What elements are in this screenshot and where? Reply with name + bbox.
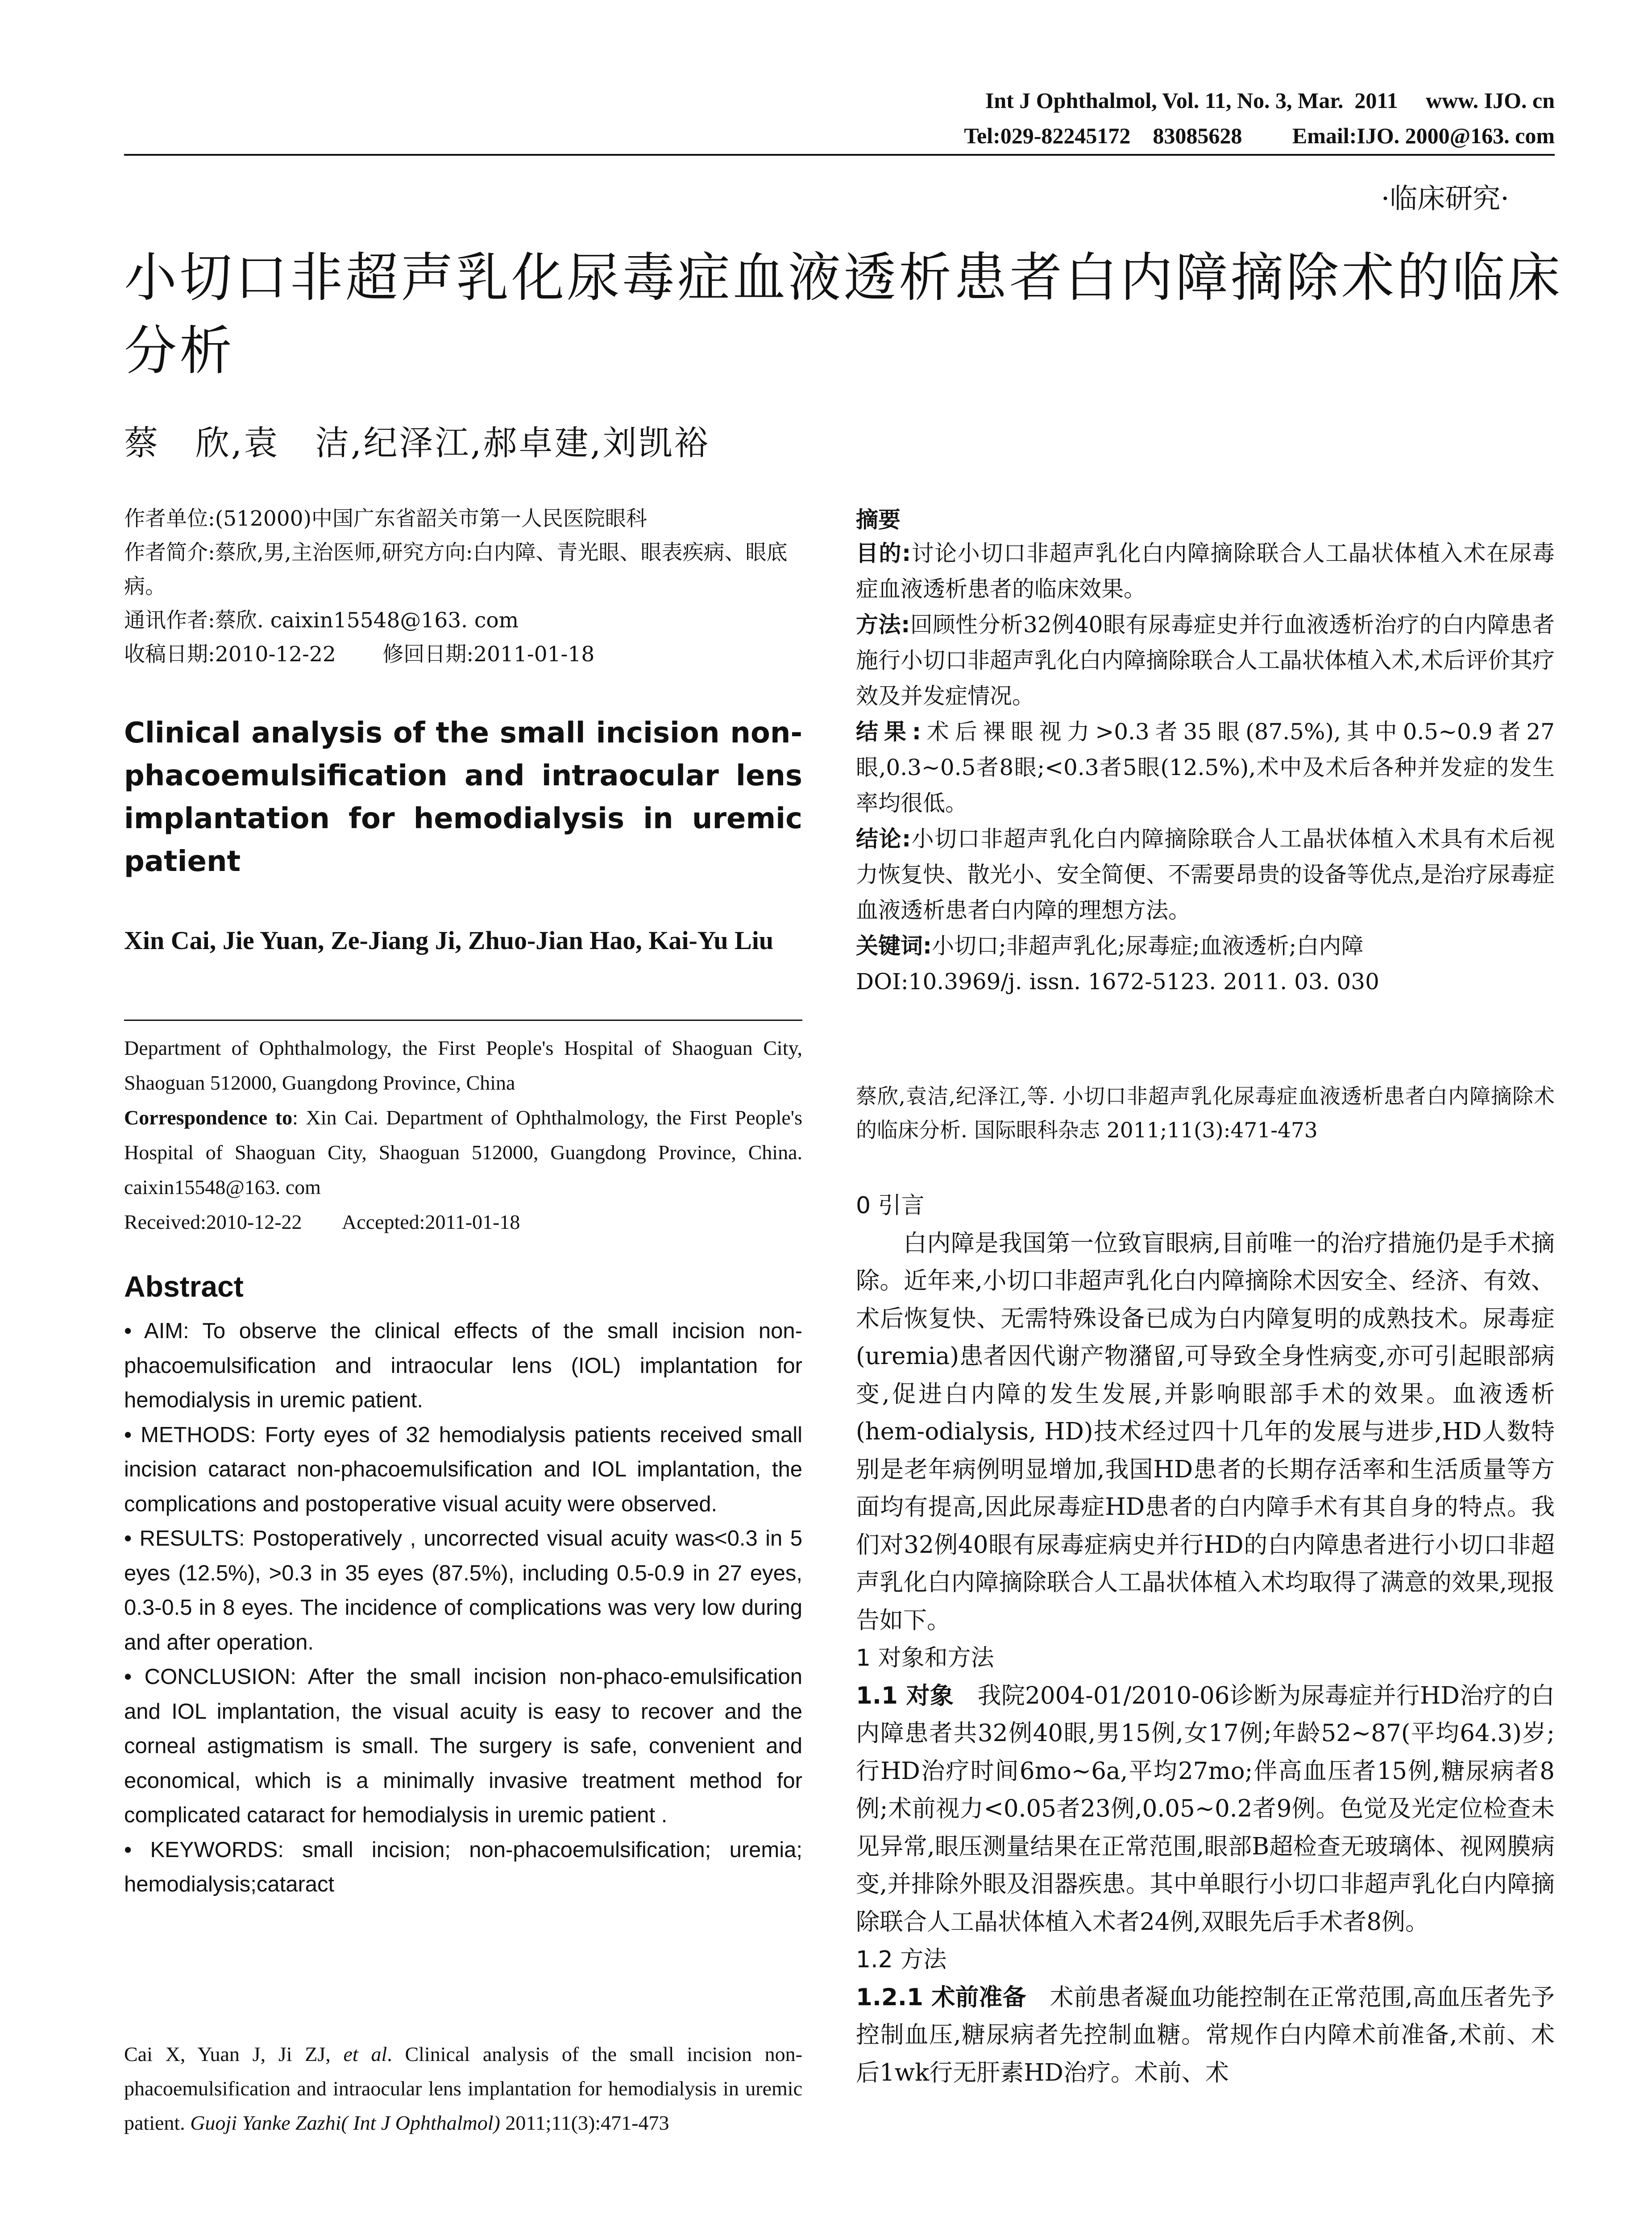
citation-en-journal: Guoji Yanke Zazhi( Int J Ophthalmol) (190, 2111, 500, 2134)
abstract-conclusion: • CONCLUSION: After the small incision non-phaco-emulsification and IOL implantation, the visual acuity is easy to recover and the corneal astigmatism is small. The surgery is safe, convenient and economical, which is a minimally invasive treatment method for complicated cataract for hemodialysis in uremic patient . (124, 1665, 802, 1827)
citation-en-title: . Clinical analysis of the small incision non-phacoemulsification and intraocular lens implantation for hemodialysis in uremic patient. (124, 2043, 802, 2134)
citation-en-etal: et al (343, 2043, 387, 2065)
affiliation-text: Department of Ophthalmology, the First People's Hospital of Shaoguan City, Shaoguan 512000, Guangdong Province, China (124, 1037, 802, 1094)
abstract-cn-method (856, 607, 1555, 714)
text-subjects: 我院2004-01/2010-06诊断为尿毒症并行HD治疗的白内障患者共32例40眼,男15例,女17例;年龄52~87(平均64.3)岁;行HD治疗时间6mo~6a,平均27mo;伴高血压者15例,糖尿病者8例;术前视力<0.05者23例,0.05~0.2者9例。色觉及光定位检查未见异常,眼压测量结果在正常范围,眼部B超检查无玻璃体、视网膜病变,并排除外眼及泪器疾患。其中单眼行小切口非超声乳化白内障摘除联合人工晶状体植入术者24例,双眼先后手术者8例。 (856, 1682, 1555, 1936)
abstract-cn-body (856, 535, 1555, 999)
citation-en-volume: 2011;11(3):471-473 (505, 2111, 669, 2134)
citation-en (124, 2037, 802, 2140)
abstract-cn-conclusion-label: 结论: (856, 826, 911, 852)
abstract-cn-keywords (856, 928, 1555, 964)
paragraph-subjects (856, 1677, 1555, 1941)
correspondence-text: : Xin Cai. Department of Ophthalmology, the First People's Hospital of Shaoguan City, Shaoguan 512000, Guangdong Province, China. caixin15548@163. com (124, 1106, 802, 1198)
correspondence (124, 1100, 802, 1205)
abstract-cn-conclusion-text: 小切口非超声乳化白内障摘除联合人工晶状体植入术具有术后视力恢复快、散光小、安全简便、不需要昂贵的设备等优点,是治疗尿毒症血液透析患者白内障的理想方法。 (856, 826, 1555, 923)
doi: DOI:10.3969/j. issn. 1672-5123. 2011. 03. 030 (856, 969, 1379, 995)
article-title-en: Clinical analysis of the small incision non-phacoemulsification and intraocular lens implantation for hemodialysis in uremic patient (124, 717, 802, 878)
meta-dates: 收稿日期:2010-12-22 修回日期:2011-01-18 (124, 642, 595, 667)
text-preop: 术前患者凝血功能控制在正常范围,高血压者先予控制血压,糖尿病者先控制血糖。常规作白内障术前准备,术前、术后1wk行无肝素HD治疗。术前、术 (856, 1983, 1555, 2086)
abstract-cn-heading: 摘要 (856, 507, 901, 533)
heading-methods: 1 对象和方法 (856, 1645, 994, 1671)
paragraph-preop (856, 1979, 1555, 2092)
authors-divider (124, 1020, 802, 1021)
meta-unit: 作者单位:(512000)中国广东省韶关市第一人民医院眼科 (124, 506, 647, 531)
abstract-cn-method-label: 方法: (856, 612, 910, 638)
abstract-heading: Abstract (124, 1270, 244, 1303)
abstract-cn-keywords-text: 小切口;非超声乳化;尿毒症;血液透析;白内障 (932, 933, 1364, 959)
abstract-cn-method-text: 回顾性分析32例40眼有尿毒症史并行血液透析治疗的白内障患者施行小切口非超声乳化白内障摘除联合人工晶状体植入术,术后评价其疗效及并发症情况。 (856, 612, 1555, 709)
abstract-results: • RESULTS: Postoperatively , uncorrected visual acuity was<0.3 in 5 eyes (12.5%), >0.3 in 35 eyes (87.5%), including 0.5-0.9 in 27 eyes, 0.3-0.5 in 8 eyes. The incidence of complications was very low during and after operation. (124, 1526, 802, 1655)
heading-preop: 1.2.1 术前准备 (856, 1983, 1026, 2011)
abstract-cn-keywords-label: 关键词: (856, 933, 932, 959)
meta-corr: 通讯作者:蔡欣. caixin15548@163. com (124, 608, 519, 633)
abstract-cn-aim-label: 目的: (856, 540, 911, 566)
article-title-cn: 小切口非超声乳化尿毒症血液透析患者白内障摘除术的临床分析 (124, 247, 1563, 382)
section-tag: ·临床研究· (1381, 182, 1509, 215)
abstract-cn-conclusion (856, 821, 1555, 928)
abstract-cn-aim-text: 讨论小切口非超声乳化白内障摘除联合人工晶状体植入术在尿毒症血液透析患者的临床效果。 (856, 540, 1555, 602)
paragraph-introduction: 白内障是我国第一位致盲眼病,目前唯一的治疗措施仍是手术摘除。近年来,小切口非超声乳化白内障摘除术因安全、经济、有效、术后恢复快、无需特殊设备已成为白内障复明的成熟技术。尿毒症(uremia)患者因代谢产物潴留,可导致全身性病变,亦可引起眼部病变,促进白内障的发生发展,并影响眼部手术的效果。血液透析(hem-odialysis, HD)技术经过四十几年的发展与进步,HD人数特别是老年病例明显增加,我国HD患者的长期存活率和生活质量等方面均有提高,因此尿毒症HD患者的白内障手术有其自身的特点。我们对32例40眼有尿毒症病史并行HD的白内障患者进行小切口非超声乳化白内障摘除联合人工晶状体植入术均取得了满意的效果,现报告如下。 (856, 1229, 1555, 1634)
authors-en: Xin Cai, Jie Yuan, Ze-Jiang Ji, Zhuo-Jian Hao, Kai-Yu Liu (124, 926, 774, 955)
received-accepted: Received:2010-12-22 Accepted:2011-01-18 (124, 1211, 520, 1233)
heading-introduction: 0 引言 (856, 1192, 925, 1219)
header-divider (124, 154, 1555, 156)
heading-subjects: 1.1 对象 (856, 1682, 954, 1709)
abstract-cn-aim (856, 535, 1555, 607)
abstract-cn-result-label: 结果: (856, 719, 921, 745)
author-meta (124, 502, 802, 672)
abstract-aim: • AIM: To observe the clinical effects of the small incision non-phacoemulsification and intraocular lens (IOL) implantation for hemodialysis in uremic patient. (124, 1319, 802, 1412)
abstract-cn-result (856, 714, 1555, 821)
journal-header-line1: Int J Ophthalmol, Vol. 11, No. 3, Mar. 2011 www. IJO. cn (985, 88, 1555, 113)
abstract-body (124, 1314, 802, 1902)
meta-bio: 作者简介:蔡欣,男,主治医师,研究方向:白内障、青光眼、眼表疾病、眼底病。 (124, 540, 788, 599)
citation-en-authors: Cai X, Yuan J, Ji ZJ, (124, 2043, 331, 2065)
abstract-keywords: • KEYWORDS: small incision; non-phacoemulsification; uremia; hemodialysis;cataract (124, 1837, 802, 1896)
citation-cn: 蔡欣,袁洁,纪泽江,等. 小切口非超声乳化尿毒症血液透析患者白内障摘除术的临床分析. 国际眼科杂志 2011;11(3):471-473 (856, 1084, 1555, 1143)
body-text (856, 1187, 1555, 2092)
abstract-cn-result-text: 术后裸眼视力>0.3者35眼(87.5%),其中0.5~0.9者27眼,0.3~0.5者8眼;<0.3者5眼(12.5%),术中及术后各种并发症的发生率均很低。 (856, 719, 1555, 816)
heading-method: 1.2 方法 (856, 1946, 947, 1973)
correspondence-label: Correspondence to (124, 1106, 293, 1129)
journal-header-line2: Tel:029-82245172 83085628 Email:IJO. 2000@163. com (964, 123, 1555, 148)
abstract-methods: • METHODS: Forty eyes of 32 hemodialysis patients received small incision cataract non-phacoemulsification and IOL implantation, the complications and postoperative visual acuity were observed. (124, 1422, 802, 1516)
authors-cn: 蔡 欣,袁 洁,纪泽江,郝卓建,刘凯裕 (124, 423, 710, 463)
affiliation-en (124, 1031, 802, 1240)
